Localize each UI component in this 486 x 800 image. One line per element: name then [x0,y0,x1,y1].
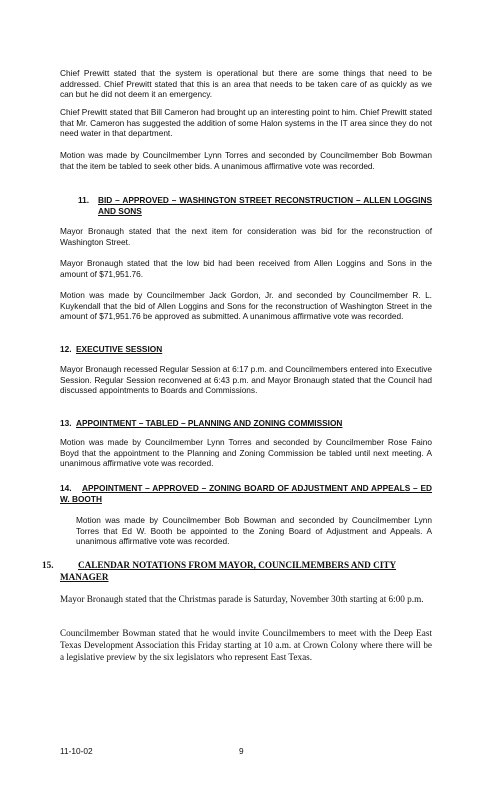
section-heading [76,418,342,429]
paragraph: Motion was made by Councilmember Lynn Torres and seconded by Councilmember Bob Bowman that the item be tabled to seek other bids. A unanimous affirmative vote was recorded. [60,150,432,171]
paragraph: Motion was made by Councilmember Jack Gordon, Jr. and seconded by Councilmember R. L. Kuykendall that the bid of Allen Loggins and Sons for the reconstruction of Washington Street in the amount of $71,951.76 be approved as submitted. A unanimous affirmative vote was recorded. [60,290,432,321]
section-number: 13. [60,418,72,428]
paragraph: Mayor Bronaugh stated that the next item for consideration was bid for the reconstruction of Washington Street. [60,226,432,247]
section-heading [60,483,432,504]
section-heading-text: APPOINTMENT – TABLED – PLANNING AND ZONING COMMISSION [76,418,343,428]
paragraph: Mayor Bronaugh stated that the Christmas parade is Saturday, November 30th starting at 6:00 p.m. [60,594,424,604]
paragraph: Councilmember Bowman stated that he would invite Councilmembers to meet with the Deep East Texas Development Association this Friday starting at 10 a.m. at Crown Colony where there will be a legislative preview by the six legislators who represent East Texas. [60,628,432,662]
section-heading-text: BID – APPROVED – WASHINGTON STREET RECONSTRUCTION – ALLEN LOGGINS AND SONS [98,195,432,216]
paragraph: Mayor Bronaugh recessed Regular Session at 6:17 p.m. and Councilmembers entered into Executive Session. Regular Session reconvened at 6:43 p.m. and Mayor Bronaugh stated that the Council had discussed appointments to Boards and Commissions. [60,364,432,395]
section-number: 14. [60,483,72,493]
page-number: 9 [239,746,244,756]
section-heading-text: APPOINTMENT – APPROVED – ZONING BOARD OF ADJUSTMENT AND APPEALS – ED W. BOOTH [60,483,432,504]
section-number: 11. [78,195,90,205]
section-heading-text: CALENDAR NOTATIONS FROM MAYOR, COUNCILMEMBERS AND CITY MANAGER [60,560,397,582]
section-heading-text: EXECUTIVE SESSION [76,344,163,354]
paragraph: Chief Prewitt stated that the system is operational but there are some things that need to be addressed. Chief Prewitt stated that this is an area that needs to be taken care of as quickly as we can but he did not deem it an emergency. [60,68,432,99]
paragraph: Motion was made by Councilmember Bob Bowman and seconded by Councilmember Lynn Torres that Ed W. Booth be appointed to the Zoning Board of Adjustment and Appeals. A unanimous affirmative vote was recorded. [76,515,432,546]
paragraph: Mayor Bronaugh stated that the low bid had been received from Allen Loggins and Sons in the amount of $71,951.76. [60,258,432,279]
paragraph: Motion was made by Councilmember Lynn Torres and seconded by Councilmember Rose Faino Boyd that the appointment to the Planning and Zoning Commission be tabled until next meeting. A unanimous affirmative vote was recorded. [60,437,432,468]
paragraph: Chief Prewitt stated that Bill Cameron had brought up an interesting point to him. Chief Prewitt stated that Mr. Cameron has suggested the addition of some Halon systems in the IT area since they do not need water in that department. [60,107,432,138]
section-number: 15. [42,560,54,570]
section-heading [42,559,432,583]
footer-date: 11-10-02 [60,746,93,756]
section-heading [98,195,432,216]
section-heading [76,344,162,355]
section-number: 12. [60,344,72,354]
